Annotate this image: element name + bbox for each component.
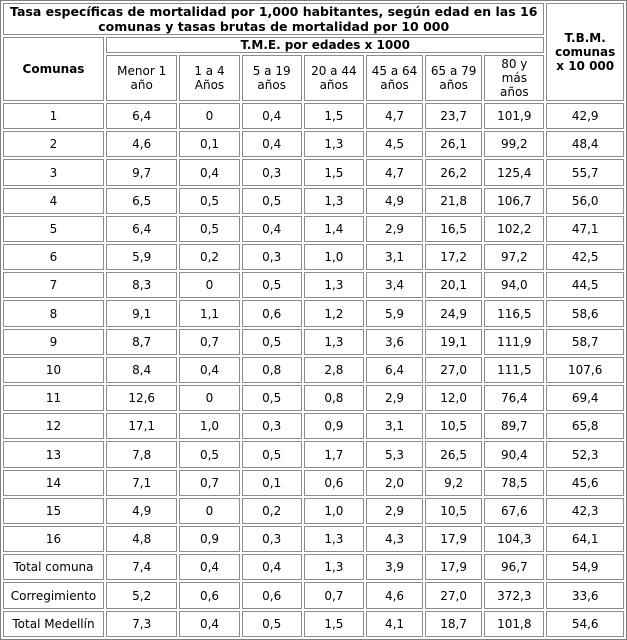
rate-cell: 0 xyxy=(179,272,239,298)
tbm-cell: 107,6 xyxy=(546,357,624,383)
rate-cell: 0,5 xyxy=(179,188,239,214)
rate-cell: 5,3 xyxy=(366,441,423,467)
rate-cell: 1,3 xyxy=(304,188,364,214)
rate-cell: 19,1 xyxy=(425,329,482,355)
rate-cell: 1,0 xyxy=(179,413,239,439)
rate-cell: 7,1 xyxy=(106,470,177,496)
rate-cell: 0,6 xyxy=(242,300,302,326)
rate-cell: 3,9 xyxy=(366,554,423,580)
comuna-cell: 9 xyxy=(3,329,104,355)
tbm-cell: 69,4 xyxy=(546,385,624,411)
rate-cell: 3,6 xyxy=(366,329,423,355)
rate-cell: 1,0 xyxy=(304,498,364,524)
rate-cell: 5,9 xyxy=(106,244,177,270)
comuna-cell: 6 xyxy=(3,244,104,270)
rate-cell: 27,0 xyxy=(425,582,482,608)
comuna-cell: Total comuna xyxy=(3,554,104,580)
rate-cell: 0,5 xyxy=(242,441,302,467)
rate-cell: 6,5 xyxy=(106,188,177,214)
comuna-cell: 8 xyxy=(3,300,104,326)
rate-cell: 1,3 xyxy=(304,526,364,552)
rate-cell: 17,9 xyxy=(425,526,482,552)
age-header: Menor 1 año xyxy=(106,55,177,101)
rate-cell: 0,4 xyxy=(179,357,239,383)
rate-cell: 0,8 xyxy=(304,385,364,411)
rate-cell: 78,5 xyxy=(484,470,544,496)
rate-cell: 0,2 xyxy=(179,244,239,270)
rate-cell: 9,2 xyxy=(425,470,482,496)
table-row xyxy=(3,582,624,608)
rate-cell: 4,5 xyxy=(366,131,423,157)
rate-cell: 94,0 xyxy=(484,272,544,298)
table-row xyxy=(3,413,624,439)
rate-cell: 1,3 xyxy=(304,272,364,298)
comuna-cell: 15 xyxy=(3,498,104,524)
rate-cell: 16,5 xyxy=(425,216,482,242)
tbm-cell: 56,0 xyxy=(546,188,624,214)
rate-cell: 1,5 xyxy=(304,159,364,185)
rate-cell: 0,5 xyxy=(242,385,302,411)
tbm-cell: 42,9 xyxy=(546,103,624,129)
table-row xyxy=(3,470,624,496)
tbm-cell: 54,6 xyxy=(546,611,624,637)
table-row xyxy=(3,216,624,242)
rate-cell: 12,6 xyxy=(106,385,177,411)
comuna-cell: 10 xyxy=(3,357,104,383)
rate-cell: 4,6 xyxy=(106,131,177,157)
rate-cell: 20,1 xyxy=(425,272,482,298)
rate-cell: 4,7 xyxy=(366,159,423,185)
tbm-cell: 48,4 xyxy=(546,131,624,157)
rate-cell: 0,4 xyxy=(179,554,239,580)
table-row xyxy=(3,103,624,129)
comuna-cell: 13 xyxy=(3,441,104,467)
table-row xyxy=(3,385,624,411)
table-row xyxy=(3,329,624,355)
table-body xyxy=(3,103,624,637)
rate-cell: 101,8 xyxy=(484,611,544,637)
rate-cell: 0,5 xyxy=(242,188,302,214)
rate-cell: 1,1 xyxy=(179,300,239,326)
rate-cell: 7,8 xyxy=(106,441,177,467)
comuna-cell: 11 xyxy=(3,385,104,411)
rate-cell: 0,4 xyxy=(242,216,302,242)
table-row xyxy=(3,131,624,157)
comuna-cell: 3 xyxy=(3,159,104,185)
rate-cell: 89,7 xyxy=(484,413,544,439)
rate-cell: 97,2 xyxy=(484,244,544,270)
age-header: 20 a 44 años xyxy=(304,55,364,101)
rate-cell: 0,9 xyxy=(179,526,239,552)
rate-cell: 4,7 xyxy=(366,103,423,129)
rate-cell: 3,1 xyxy=(366,413,423,439)
rate-cell: 0,4 xyxy=(242,131,302,157)
rate-cell: 0,5 xyxy=(242,272,302,298)
table-row xyxy=(3,300,624,326)
rate-cell: 0,7 xyxy=(179,470,239,496)
rate-cell: 1,3 xyxy=(304,329,364,355)
rate-cell: 17,1 xyxy=(106,413,177,439)
age-header: 45 a 64 años xyxy=(366,55,423,101)
rate-cell: 3,4 xyxy=(366,272,423,298)
rate-cell: 102,2 xyxy=(484,216,544,242)
rate-cell: 0,4 xyxy=(179,611,239,637)
rate-cell: 0,4 xyxy=(242,103,302,129)
rate-cell: 0 xyxy=(179,385,239,411)
rate-cell: 0,6 xyxy=(304,470,364,496)
age-header: 65 a 79 años xyxy=(425,55,482,101)
rate-cell: 26,5 xyxy=(425,441,482,467)
rate-cell: 101,9 xyxy=(484,103,544,129)
rate-cell: 5,2 xyxy=(106,582,177,608)
rate-cell: 6,4 xyxy=(106,216,177,242)
rate-cell: 7,3 xyxy=(106,611,177,637)
tbm-cell: 54,9 xyxy=(546,554,624,580)
rate-cell: 0,6 xyxy=(242,582,302,608)
table-row xyxy=(3,554,624,580)
rate-cell: 21,8 xyxy=(425,188,482,214)
rate-cell: 17,9 xyxy=(425,554,482,580)
rate-cell: 24,9 xyxy=(425,300,482,326)
comuna-cell: Corregimiento xyxy=(3,582,104,608)
rate-cell: 116,5 xyxy=(484,300,544,326)
rate-cell: 2,9 xyxy=(366,498,423,524)
rate-cell: 9,7 xyxy=(106,159,177,185)
rate-cell: 0 xyxy=(179,498,239,524)
rate-cell: 4,3 xyxy=(366,526,423,552)
comuna-cell: 5 xyxy=(3,216,104,242)
comuna-cell: 16 xyxy=(3,526,104,552)
table-row xyxy=(3,357,624,383)
rate-cell: 2,0 xyxy=(366,470,423,496)
tbm-cell: 42,5 xyxy=(546,244,624,270)
rate-cell: 0,5 xyxy=(242,611,302,637)
rate-cell: 104,3 xyxy=(484,526,544,552)
rate-cell: 8,7 xyxy=(106,329,177,355)
tbm-cell: 42,3 xyxy=(546,498,624,524)
rate-cell: 9,1 xyxy=(106,300,177,326)
rate-cell: 0,7 xyxy=(179,329,239,355)
rate-cell: 26,1 xyxy=(425,131,482,157)
rate-cell: 0,8 xyxy=(242,357,302,383)
rate-cell: 0,7 xyxy=(304,582,364,608)
rate-cell: 4,9 xyxy=(366,188,423,214)
rate-cell: 0,1 xyxy=(179,131,239,157)
rate-cell: 0,3 xyxy=(242,526,302,552)
rate-cell: 0,3 xyxy=(242,413,302,439)
rate-cell: 6,4 xyxy=(106,103,177,129)
table-row xyxy=(3,272,624,298)
comuna-cell: 1 xyxy=(3,103,104,129)
rate-cell: 23,7 xyxy=(425,103,482,129)
comuna-cell: 14 xyxy=(3,470,104,496)
rate-cell: 4,9 xyxy=(106,498,177,524)
age-header: 5 a 19 años xyxy=(242,55,302,101)
comuna-cell: Total Medellín xyxy=(3,611,104,637)
age-header: 1 a 4 Años xyxy=(179,55,239,101)
table-row xyxy=(3,498,624,524)
tbm-cell: 65,8 xyxy=(546,413,624,439)
header-tbm: T.B.M. comunas x 10 000 xyxy=(546,3,624,101)
rate-cell: 1,2 xyxy=(304,300,364,326)
rate-cell: 0,4 xyxy=(179,159,239,185)
tbm-cell: 58,7 xyxy=(546,329,624,355)
rate-cell: 8,4 xyxy=(106,357,177,383)
rate-cell: 0,5 xyxy=(179,441,239,467)
rate-cell: 26,2 xyxy=(425,159,482,185)
tbm-cell: 64,1 xyxy=(546,526,624,552)
rate-cell: 10,5 xyxy=(425,413,482,439)
rate-cell: 2,9 xyxy=(366,385,423,411)
comuna-cell: 4 xyxy=(3,188,104,214)
rate-cell: 125,4 xyxy=(484,159,544,185)
rate-cell: 1,5 xyxy=(304,103,364,129)
rate-cell: 4,8 xyxy=(106,526,177,552)
rate-cell: 5,9 xyxy=(366,300,423,326)
tbm-cell: 58,6 xyxy=(546,300,624,326)
rate-cell: 6,4 xyxy=(366,357,423,383)
table-row xyxy=(3,188,624,214)
tbm-cell: 44,5 xyxy=(546,272,624,298)
rate-cell: 0,6 xyxy=(179,582,239,608)
tbm-cell: 52,3 xyxy=(546,441,624,467)
rate-cell: 10,5 xyxy=(425,498,482,524)
rate-cell: 0,5 xyxy=(179,216,239,242)
rate-cell: 111,5 xyxy=(484,357,544,383)
header-comunas: Comunas xyxy=(3,37,104,101)
rate-cell: 18,7 xyxy=(425,611,482,637)
rate-cell: 106,7 xyxy=(484,188,544,214)
tbm-cell: 45,6 xyxy=(546,470,624,496)
rate-cell: 76,4 xyxy=(484,385,544,411)
rate-cell: 111,9 xyxy=(484,329,544,355)
table-row xyxy=(3,526,624,552)
rate-cell: 7,4 xyxy=(106,554,177,580)
rate-cell: 27,0 xyxy=(425,357,482,383)
rate-cell: 0,3 xyxy=(242,244,302,270)
rate-cell: 3,1 xyxy=(366,244,423,270)
rate-cell: 0,4 xyxy=(242,554,302,580)
rate-cell: 4,1 xyxy=(366,611,423,637)
rate-cell: 2,8 xyxy=(304,357,364,383)
rate-cell: 90,4 xyxy=(484,441,544,467)
rate-cell: 0,9 xyxy=(304,413,364,439)
table-row xyxy=(3,611,624,637)
tbm-cell: 33,6 xyxy=(546,582,624,608)
comuna-cell: 2 xyxy=(3,131,104,157)
table-row xyxy=(3,441,624,467)
rate-cell: 12,0 xyxy=(425,385,482,411)
rate-cell: 17,2 xyxy=(425,244,482,270)
rate-cell: 4,6 xyxy=(366,582,423,608)
rate-cell: 1,3 xyxy=(304,131,364,157)
rate-cell: 372,3 xyxy=(484,582,544,608)
rate-cell: 0,3 xyxy=(242,159,302,185)
rate-cell: 1,7 xyxy=(304,441,364,467)
rate-cell: 0,2 xyxy=(242,498,302,524)
rate-cell: 1,5 xyxy=(304,611,364,637)
rate-cell: 8,3 xyxy=(106,272,177,298)
rate-cell: 0,5 xyxy=(242,329,302,355)
rate-cell: 2,9 xyxy=(366,216,423,242)
age-header: 80 y más años xyxy=(484,55,544,101)
header-tme-group: T.M.E. por edades x 1000 xyxy=(106,37,544,53)
rate-cell: 0,1 xyxy=(242,470,302,496)
comuna-cell: 12 xyxy=(3,413,104,439)
rate-cell: 1,0 xyxy=(304,244,364,270)
tbm-cell: 55,7 xyxy=(546,159,624,185)
table-title: Tasa específicas de mortalidad por 1,000 habitantes, según edad en las 16 comunas y tasas brutas de mortalidad por 10 000 xyxy=(3,3,544,35)
rate-cell: 67,6 xyxy=(484,498,544,524)
rate-cell: 0 xyxy=(179,103,239,129)
table-row xyxy=(3,244,624,270)
table-row xyxy=(3,159,624,185)
rate-cell: 1,3 xyxy=(304,554,364,580)
tbm-cell: 47,1 xyxy=(546,216,624,242)
comuna-cell: 7 xyxy=(3,272,104,298)
rate-cell: 96,7 xyxy=(484,554,544,580)
rate-cell: 99,2 xyxy=(484,131,544,157)
rate-cell: 1,4 xyxy=(304,216,364,242)
